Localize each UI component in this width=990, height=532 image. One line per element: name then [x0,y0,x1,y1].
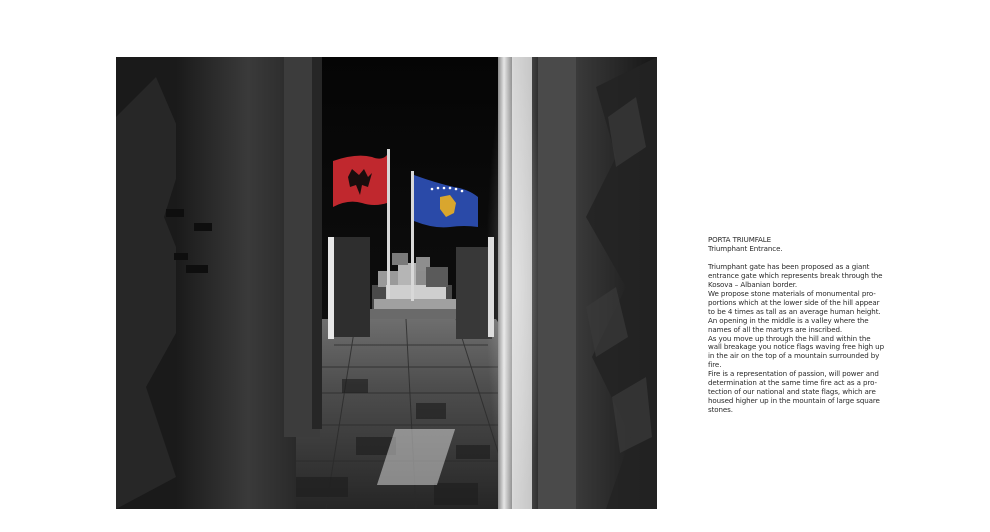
left-mid-wall [330,237,370,337]
description-line: entrance gate which represents break through the [708,270,883,280]
right-glow [486,57,546,509]
description-line: determination at the same time fire act as a pro- [708,378,877,388]
left-mid-wall-light [328,237,334,339]
description-line: We propose stone materials of monumental pro- [708,288,876,298]
project-subtitle: Triumphant Entrance. [708,243,783,253]
albanian-flagpole [387,149,390,299]
description-line: housed higher up in the mountain of large square [708,396,880,406]
left-pillar-2-edge [312,57,322,429]
description-line: wall breakage you notice flags waving free high up [708,342,884,352]
albanian-flag [333,155,387,207]
left-pillar-1 [176,57,296,509]
description-line: in the air on the top of a mountain surrounded by [708,351,880,361]
description-line: tection of our national and state flags, which are [708,387,876,397]
description-line: Triumphant gate has been proposed as a giant [708,261,870,271]
description-line: Kosova – Albanian border. [708,279,798,289]
triumphant-entrance-rendering [116,57,657,509]
project-title: PORTA TRIUMFALE [708,235,772,244]
description-line: As you move up through the hill and within the [708,333,871,343]
description-line: An opening in the middle is a valley where the [708,315,869,325]
description-line: stones. [708,405,733,415]
kosovo-flagpole [411,171,414,301]
description-line: portions which at the lower side of the hill appear [708,297,880,307]
description-line: names of all the martyrs are inscribed. [708,324,843,334]
description-text-block [708,236,896,415]
description-paragraphs [708,263,896,415]
description-line: to be 4 times as tall as an average human height. [708,306,881,316]
description-line: Fire is a representation of passion, will power and [708,369,879,379]
description-line: fire. [708,360,722,370]
